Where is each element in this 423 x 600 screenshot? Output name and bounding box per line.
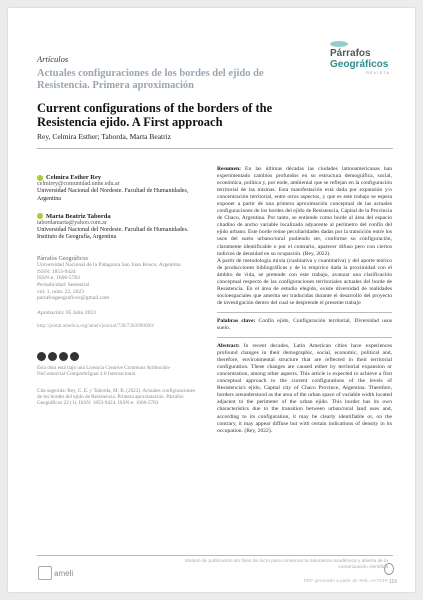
- article-url[interactable]: http://portal.amelica.org/ameli/journal/738/7383990000/: [37, 322, 155, 329]
- cc-icon: [37, 352, 46, 361]
- approval-date: Aprobación: 05 Julio 2023: [37, 309, 96, 316]
- resumen-paragraph-2: A partir de metodología mixta (cualitativa y cuantitativa) y del aporte teórico de producciones bibliográficas y de lo empírico dada la proximidad con el ámbito de vida, se pretende con este trabajo, avanzar una clarificación conceptual respecto de las configuraciones territoriales actuales del borde de Resistencia. En el área de estudio elegido, existe diversidad de realidades socioespaciales que amerita ser traducidas durante el desarrollo del proyecto de investigación dentro del cual se desprende el presente trabajo: [217, 257, 392, 306]
- page-footer: [8, 555, 415, 592]
- journal-info: Párrafos Geográficos Universidad Nacional de la Patagonia San Juan Bosco, Argentina ISSN: 1853-9424 ISSN-e: 1666-5783 Periodicidad: Semestral vol. 1, núm. 22, 2023 parrafosgeograficos@gmail.com: [37, 255, 181, 302]
- author-info-column: [37, 174, 197, 407]
- document-page: [8, 8, 415, 592]
- by-icon: [48, 352, 57, 361]
- amelica-logo[interactable]: ameli: [38, 566, 88, 580]
- citation: Cita sugerida: Rey, C. E. y Taborda, M. B. (2023). Actuales configuraciones de los bordes del ejido de Resistencia. Primera aproximación. Párrafos Geográficos 22 (1). ISSN: 1853-9424. ISSN-e: 1666-5783: [37, 387, 195, 407]
- keywords: Palabras clave: Confín ejido, Configuración territorial, Diversidad usos suelo.: [217, 317, 393, 331]
- title-english: Current configurations of the borders of the Resistencia ejido. A First approach: [37, 101, 273, 129]
- abstract-paragraph: Abstract: In recent decades, Latin American cities have experiences profound changes in their demographic, social, economic, political and, therefore, environmental structure that are reflected in their territorial configuration. These changes are caused either by territorial expansion or concentration, among other aspects. This article is expected to achieve a first conceptual approach to the current configurations of the levels of Resistencia's ejido, Capital city of Chaco Province, Argentina. Therefore, borders areunderstood as the area of the urban space of variable width located adjacent to the perimeter of the urban ejido. This border has its own characteristics due to the transition between urban/rural land uses and, according to its configuration, it may be clearly identifiable or, on the contrary, it may appear diffuse but with certain indications of density in its occupation. (Rey, 2022).: [217, 343, 392, 434]
- journal-logo: Párrafos Geográficos REVISTA: [330, 49, 390, 89]
- author-email[interactable]: celmirey@comunidad.unne.edu.ar: [37, 181, 120, 188]
- orcid-icon[interactable]: [37, 175, 43, 181]
- footer-generated: PDF generado a partir de XML-JATS4R: [303, 579, 388, 584]
- footer-text: Modelo de publicación sin fines de lucro para conservar la naturaleza académica y abierta de la comunicación científica: [184, 559, 388, 570]
- logo-mark-icon: [330, 41, 348, 47]
- author-email[interactable]: tabordamarta@yahoo.com.ar: [37, 220, 107, 227]
- author-block: Marta Beatriz Taborda tabordamarta@yahoo.com.ar Universidad Nacional del Nordeste. Facultad de Humanidades. Instituto de Geografía, Argentina: [37, 213, 197, 242]
- divider: [217, 312, 392, 313]
- resumen-paragraph: Resumen: En las últimas décadas las ciudades latinoamericanas han experimentado cambios profundos en su estructura demográfica, social, económica, política y, por ende, ambiental que se reflejan en la configuración territorial de las mismas. Esta manifestación está dada por expansión y/o concentración territorial, entre otros aspectos, y que es este trabajo se espera exponer a partir de una primera aproximación conceptual de las actuales configuraciones de los bordes del ejido de Resistencia, Capital de la Provincia de Chaco, Argentina. Por tanto, se entiende como borde al área del espacio citadino de ancho variable localizado adyacente al perímetro del confín del ejido urbano. Este borde reúne peculiaridades dadas por la transición entre los usos del suelo urbano/rural pudiendo ser, conforme su configuración, claramente identificable o por el contrario, aparecer difuso pero con ciertos indicios de densidad en su ocupación. (Rey, 2022).: [217, 166, 392, 257]
- license-text[interactable]: Esta obra está bajo una Licencia Creative Commons Atribución-NoComercial-CompartirIgual 4.0 Internacional.: [37, 365, 171, 378]
- divider: [217, 337, 392, 338]
- sa-icon: [70, 352, 79, 361]
- section-label: Artículos: [37, 54, 69, 64]
- cc-license-badge[interactable]: [37, 352, 197, 361]
- amelica-icon: [38, 566, 52, 580]
- author-affiliation: Universidad Nacional del Nordeste. Facultad de Humanidades. Instituto de Geografía, Argentina: [37, 227, 189, 241]
- abstract-column: [217, 166, 392, 435]
- nc-icon: [59, 352, 68, 361]
- header-divider: [37, 148, 393, 149]
- orcid-icon[interactable]: [37, 213, 43, 219]
- authors-line: Rey, Celmira Esther; Taborda, Marta Beatriz: [37, 132, 172, 141]
- title-spanish: Actuales configuraciones de los bordes del ejido de Resistencia. Primera aproximación: [37, 68, 264, 91]
- author-block: Celmira Esther Rey celmirey@comunidad.unne.edu.ar Universidad Nacional del Nordeste. Facultad de Humanidades, Argentina: [37, 174, 197, 203]
- open-access-icon: [384, 563, 394, 575]
- page-number: 116: [389, 579, 397, 585]
- author-affiliation: Universidad Nacional del Nordeste. Facultad de Humanidades, Argentina: [37, 188, 189, 202]
